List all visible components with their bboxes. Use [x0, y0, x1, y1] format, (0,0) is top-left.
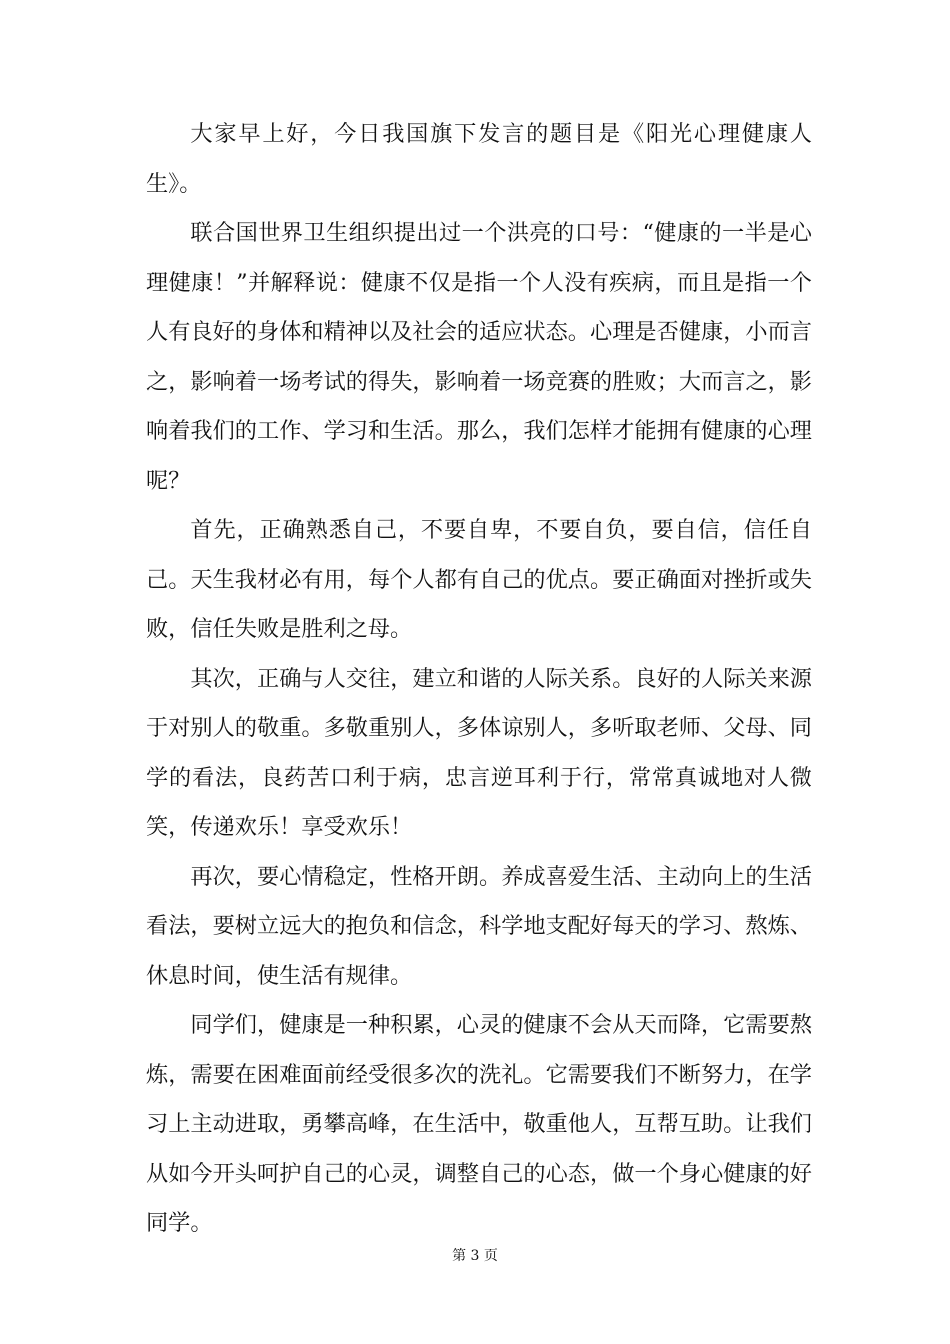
paragraph-third: 再次，要心情稳定，性格开朗。养成喜爱生活、主动向上的生活看法，要树立远大的抱负和信念，科学地支配好每天的学习、熬炼、休息时间，使生活有规律。 [146, 863, 812, 989]
paragraph-first: 首先，正确熟悉自己，不要自卑，不要自负，要自信，信任自己。天生我材必有用，每个人都有自己的优点。要正确面对挫折或失败，信任失败是胜利之母。 [146, 517, 812, 642]
paragraph-greeting: 大家早上好，今日我国旗下发言的题目是《阳光心理健康人生》。 [146, 121, 812, 197]
paragraph-conclusion: 同学们，健康是一种积累，心灵的健康不会从天而降，它需要熬炼，需要在困难面前经受很多次的洗礼。它需要我们不断努力，在学习上主动进取，勇攀高峰，在生活中，敬重他人，互帮互助。让我们从如今开头呵护自己的心灵，调整自己的心态，做一个身心健康的好同学。 [146, 1012, 812, 1236]
paragraph-second: 其次，正确与人交往，建立和谐的人际关系。良好的人际关来源于对别人的敬重。多敬重别人，多体谅别人，多听取老师、父母、同学的看法，良药苦口利于病，忠言逆耳利于行，常常真诚地对人微笑，传递欢乐！享受欢乐！ [146, 665, 812, 840]
page-footer [0, 1247, 950, 1265]
paragraph-who-slogan: 联合国世界卫生组织提出过一个洪亮的口号：“健康的一半是心理健康！”并解释说：健康不仅是指一个人没有疾病，而且是指一个人有良好的身体和精神以及社会的适应状态。心理是否健康，小而言之，影响着一场考试的得失，影响着一场竞赛的胜败；大而言之，影响着我们的工作、学习和生活。那么，我们怎样才能拥有健康的心理呢？ [146, 220, 812, 494]
page-number: 第 3 页 [452, 1248, 498, 1264]
document-body [146, 110, 812, 1249]
